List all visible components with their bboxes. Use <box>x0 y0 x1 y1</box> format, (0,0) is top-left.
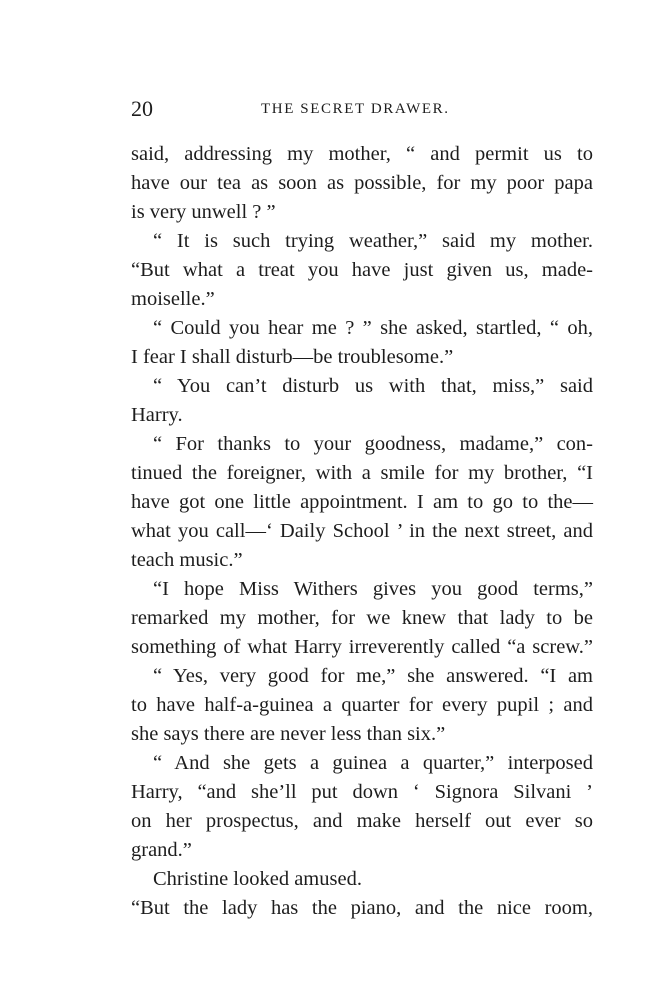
text-line: she says there are never less than six.” <box>131 723 446 745</box>
text-line: I fear I shall disturb—be troublesome.” <box>131 346 454 368</box>
text-line: Christine looked amused. <box>153 868 362 890</box>
text-line: to have half-a-guinea a quarter for every pupil ; and <box>131 694 593 716</box>
running-header <box>131 94 598 124</box>
text-line: what you call—‘ Daily School ’ in the next street, and <box>131 520 593 542</box>
text-line: “But what a treat you have just given us, made- <box>131 259 593 281</box>
text-line: teach music.” <box>131 549 243 571</box>
text-line: have got one little appointment. I am to go to the— <box>131 491 593 513</box>
text-line: said, addressing my mother, “ and permit us to <box>131 143 593 165</box>
text-line: “But the lady has the piano, and the nice room, <box>131 897 593 919</box>
text-line: tinued the foreigner, with a smile for my brother, “I <box>131 462 593 484</box>
text-line: “ Could you hear me ? ” she asked, startled, “ oh, <box>153 317 593 339</box>
text-line: “I hope Miss Withers gives you good terms,” <box>153 578 593 600</box>
text-line: remarked my mother, for we knew that lady to be <box>131 607 593 629</box>
text-line: “ Yes, very good for me,” she answered. “I am <box>153 665 593 687</box>
text-line: on her prospectus, and make herself out ever so <box>131 810 593 832</box>
text-line: Harry, “and she’ll put down ‘ Signora Silvani ’ <box>131 781 593 803</box>
text-line: “ And she gets a guinea a quarter,” interposed <box>153 752 593 774</box>
text-line: “ For thanks to your goodness, madame,” con- <box>153 433 593 455</box>
text-line: grand.” <box>131 839 192 861</box>
text-line: something of what Harry irreverently called “a screw.” <box>131 636 593 658</box>
page-number: 20 <box>131 96 153 121</box>
text-line: Harry. <box>131 404 183 426</box>
text-line: “ You can’t disturb us with that, miss,” said <box>153 375 593 397</box>
running-title: THE SECRET DRAWER. <box>261 101 450 117</box>
text-line: have our tea as soon as possible, for my poor papa <box>131 172 593 194</box>
body-text <box>131 140 593 923</box>
text-line: is very unwell ? ” <box>131 201 276 223</box>
text-line: “ It is such trying weather,” said my mother. <box>153 230 593 252</box>
text-line: moiselle.” <box>131 288 215 310</box>
